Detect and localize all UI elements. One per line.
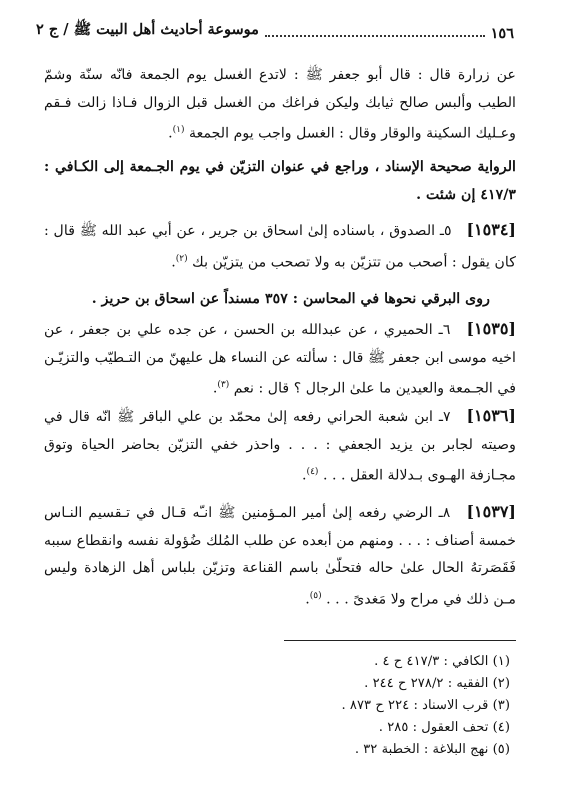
footnote-4: (٤) تحف العقول : ٢٨٥ . <box>378 720 510 735</box>
footnote-2: (٢) الفقيه : ٢٧٨/٢ ح ٢٤٤ . <box>364 676 510 691</box>
hadith-number: [١٥٣٦] <box>466 406 516 425</box>
footnote-ref: (٤) <box>306 467 319 477</box>
page-number: ١٥٦ <box>490 25 514 42</box>
running-title: موسوعة أحاديث أهل البيت ﷺ / ج ٢ <box>36 21 259 38</box>
footnote-separator <box>284 640 516 641</box>
hadith-1534: [١٥٣٤] ٥ـ الصدوق ، باسناده إلىٰ اسحاق بن جرير ، عن أبي عبد الله ﷺ قال : كان يقول : أصحب من تتزيّن به ولا تصحب من يتزيّن بك $^{(٢)}$. <box>44 220 516 271</box>
footnote-ref: (٢) <box>175 253 188 264</box>
barqi-note <box>44 286 490 314</box>
footnote-ref: (٣) <box>217 380 230 390</box>
footnote-1: (١) الكافي : ٤١٧/٣ ح ٤ . <box>374 654 510 669</box>
footnote-5: (٥) نهج البلاغة : الخطبة ٣٢ . <box>354 742 510 757</box>
authentication-note <box>44 154 516 209</box>
paragraph-zurara: عن زرارة قال : قال أبو جعفر ﷺ : لاتدع الغسل يوم الجمعة فانّه سنّة وشمّ الطيب وألبس صالح ثيابك وليكن فراغك من الغسل قبل الزوال فـاذا زالت فـقم وعـليك السكينة والوقار وقال : الغسل واجب يوم الجمعة $^{(١)}$. <box>44 67 516 142</box>
hadith-text: ٧ـ ابن شعبة الحراني رفعه إلىٰ محمّد بن علي الباقر ﷺ انّه قال في وصيته لجابر بن يزيد الجعفي : . . . واحذر خفي التزيّن بحاضر الحياة وتوق مجـازفة الهـوى بـدلالة العقل . . . <box>44 409 516 484</box>
hadith-1535: [١٥٣٥] ٦ـ الحميري ، عن عبدالله بن الحسن ، عن جده علي بن جعفر ، عن اخيه موسى ابن جعفر ﷺ قال : سألته عن النساء هل عليهنّ من التـطيّب والتزيّـن في الجـمعة والعيدين ما علىٰ الرجال ؟ قال : نعم $^{(٣)}$. <box>44 319 516 397</box>
paragraph-text: عن زرارة قال : قال أبو جعفر ﷺ : لاتدع الغسل يوم الجمعة فانّه سنّة وشمّ الطيب وألبس صالح ثيابك وليكن فراغك من الغسل قبل الزوال فـاذا زالت فـقم وعـليك السكينة والوقار وقال : الغسل واجب يوم الجمعة <box>44 67 516 142</box>
hadith-text: ٨ـ الرضي رفعه إلىٰ أمير المـؤمنين ﷺ انـّه قـال في تـقسيم النـاس خمسة أصناف : . . . ومنهم من أبعده عن طلب المُلك ضُؤولة نفسه وانقطاع سببه فَقَصَرتهُ الحال علىٰ حاله فتحلّىٰ باسم القناعة وتزيّن بلباس أهل الزهادة وليس مـن ذلك في مراح ولا مَغدىً . . . <box>44 505 516 608</box>
note-text: الرواية صحيحة الإسناد ، وراجع في عنوان التزيّن في يوم الجـمعة إلى الكـافي : ٤١٧/٣ إن شئت . <box>44 159 516 203</box>
footnote-ref: (٥) <box>309 590 322 601</box>
hadith-1537: [١٥٣٧] ٨ـ الرضي رفعه إلىٰ أمير المـؤمنين ﷺ انـّه قـال في تـقسيم النـاس خمسة أصناف : . . . ومنهم من أبعده عن طلب المُلك ضُؤولة نفسه وانقطاع سببه فَقَصَرتهُ الحال علىٰ حاله فتحلّىٰ باسم القناعة وتزيّن بلباس أهل الزهادة وليس مـن ذلك في مراح ولا مَغدىً . . . $^{(٥)}$. <box>44 502 516 608</box>
footnote-ref: (١) <box>172 125 185 135</box>
hadith-1536: [١٥٣٦] ٧ـ ابن شعبة الحراني رفعه إلىٰ محمّد بن علي الباقر ﷺ انّه قال في وصيته لجابر بن يزيد الجعفي : . . . واحذر خفي التزيّن بحاضر الحياة وتوق مجـازفة الهـوى بـدلالة العقل . . . $^{(٤)}$. <box>44 406 516 484</box>
header-dotted-leader <box>265 35 485 37</box>
footnote-3: (٣) قرب الاسناد : ٢٢٤ ح ٨٧٣ . <box>341 698 510 713</box>
page-header <box>36 18 514 42</box>
note-text: روى البرقي نحوها في المحاسن : ٣٥٧ مسنداً عن اسحاق بن حريز . <box>91 291 490 307</box>
hadith-number: [١٥٣٤] <box>466 220 516 239</box>
hadith-text: ٦ـ الحميري ، عن عبدالله بن الحسن ، عن جده علي بن جعفر ، عن اخيه موسى ابن جعفر ﷺ قال : سألته عن النساء هل عليهنّ من التـطيّب والتزيّـن في الجـمعة والعيدين ما علىٰ الرجال ؟ قال : نعم <box>44 322 516 397</box>
hadith-number: [١٥٣٥] <box>466 319 516 338</box>
hadith-number: [١٥٣٧] <box>466 502 516 521</box>
hadith-text: ٥ـ الصدوق ، باسناده إلىٰ اسحاق بن جرير ، عن أبي عبد الله ﷺ قال : كان يقول : أصحب من تتزيّن به ولا تصحب من يتزيّن بك <box>44 223 516 271</box>
